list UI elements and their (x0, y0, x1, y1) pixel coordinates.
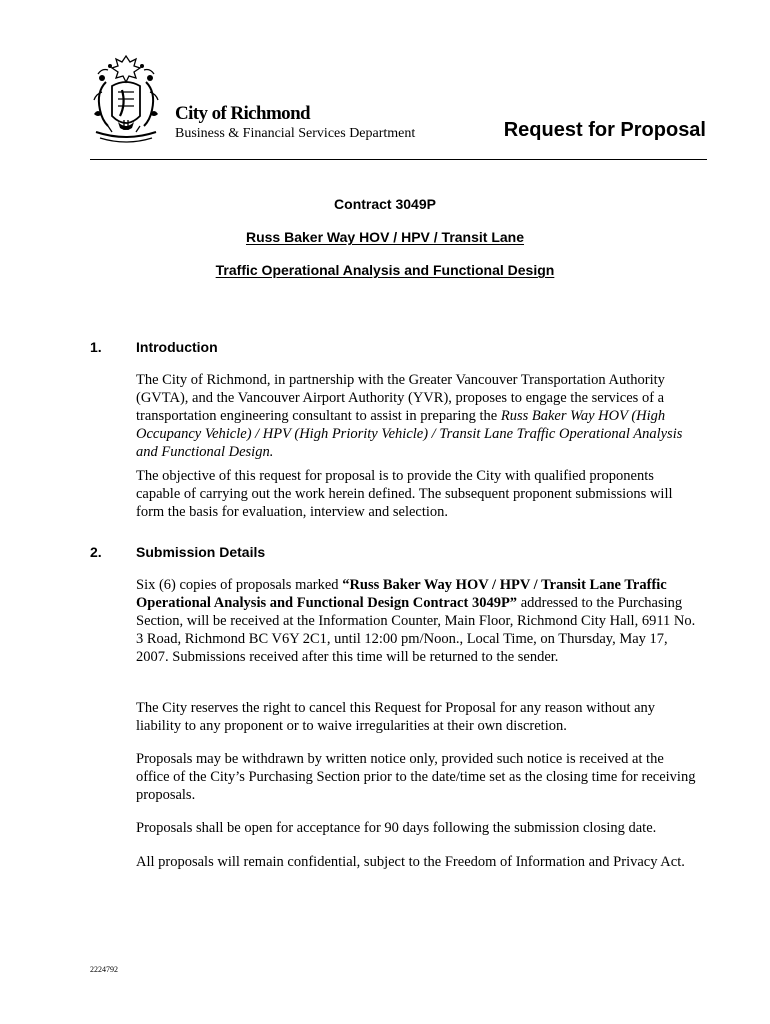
section-2-number: 2. (90, 544, 102, 560)
section-2-title: Submission Details (136, 544, 266, 560)
section-1-paragraph-2: The objective of this request for proposal is to provide the City with qualified proponents capable of carrying out the work herein defined. The subsequent proponent submissions will form the basis for evaluation, interview and selection. (136, 468, 673, 520)
section-2-paragraph-3: Proposals may be withdrawn by written notice only, provided such notice is received at the office of the City’s Purchasing Section prior to the date/time set as the closing time for receiving proposals. (136, 751, 696, 803)
intro-project-name: Russ Baker Way HOV (High Occupancy Vehicle) / HPV (High Priority Vehicle) / Transit Lane Traffic Operational Analysis and Functional Design. (136, 408, 683, 460)
submission-details: addressed to the Purchasing Section, will be received at the Information Counter, Main Floor, Richmond City Hall, 6911 No. 3 Road, Richmond BC V6Y 2C1, until 12:00 pm/Noon., Local Time, on Thursday, May 17, 2007. Submissions received after this time will be returned to the sender. (136, 595, 696, 665)
section-1-paragraph-1 (136, 371, 696, 461)
header-divider (90, 159, 707, 160)
section-2-paragraph-5: All proposals will remain confidential, subject to the Freedom of Information and Privacy Act. (136, 854, 685, 870)
document-id: 2224792 (90, 965, 118, 974)
org-name: City of Richmond (175, 103, 311, 124)
intro-text: The City of Richmond, in partnership with the Greater Vancouver Transportation Authority (GVTA), and the Vancouver Airport Authority (YVR), proposes to engage the services of a transportation engineering consultant to assist in preparing the (136, 372, 665, 424)
submission-marking: “Russ Baker Way HOV / HPV / Transit Lane Traffic Operational Analysis and Functional Design Contract 3049P” (136, 577, 667, 611)
submission-lead: Six (6) copies of proposals marked (136, 577, 343, 593)
department-name: Business & Financial Services Department (175, 126, 416, 141)
project-scope: Traffic Operational Analysis and Functional Design (215, 262, 555, 278)
document-type-title: Request for Proposal (503, 119, 706, 141)
project-title: Russ Baker Way HOV / HPV / Transit Lane (245, 229, 525, 245)
section-2-paragraph-4: Proposals shall be open for acceptance for 90 days following the submission closing date. (136, 820, 657, 836)
section-1-title: Introduction (136, 339, 218, 355)
section-2-paragraph-2: The City reserves the right to cancel this Request for Proposal for any reason without any liability to any proponent or to waive irregularities at their own discretion. (136, 700, 656, 734)
city-crest-logo (88, 52, 164, 150)
section-2-paragraph-1 (136, 576, 696, 666)
section-1-number: 1. (90, 339, 102, 355)
contract-number: Contract 3049P (334, 196, 436, 212)
